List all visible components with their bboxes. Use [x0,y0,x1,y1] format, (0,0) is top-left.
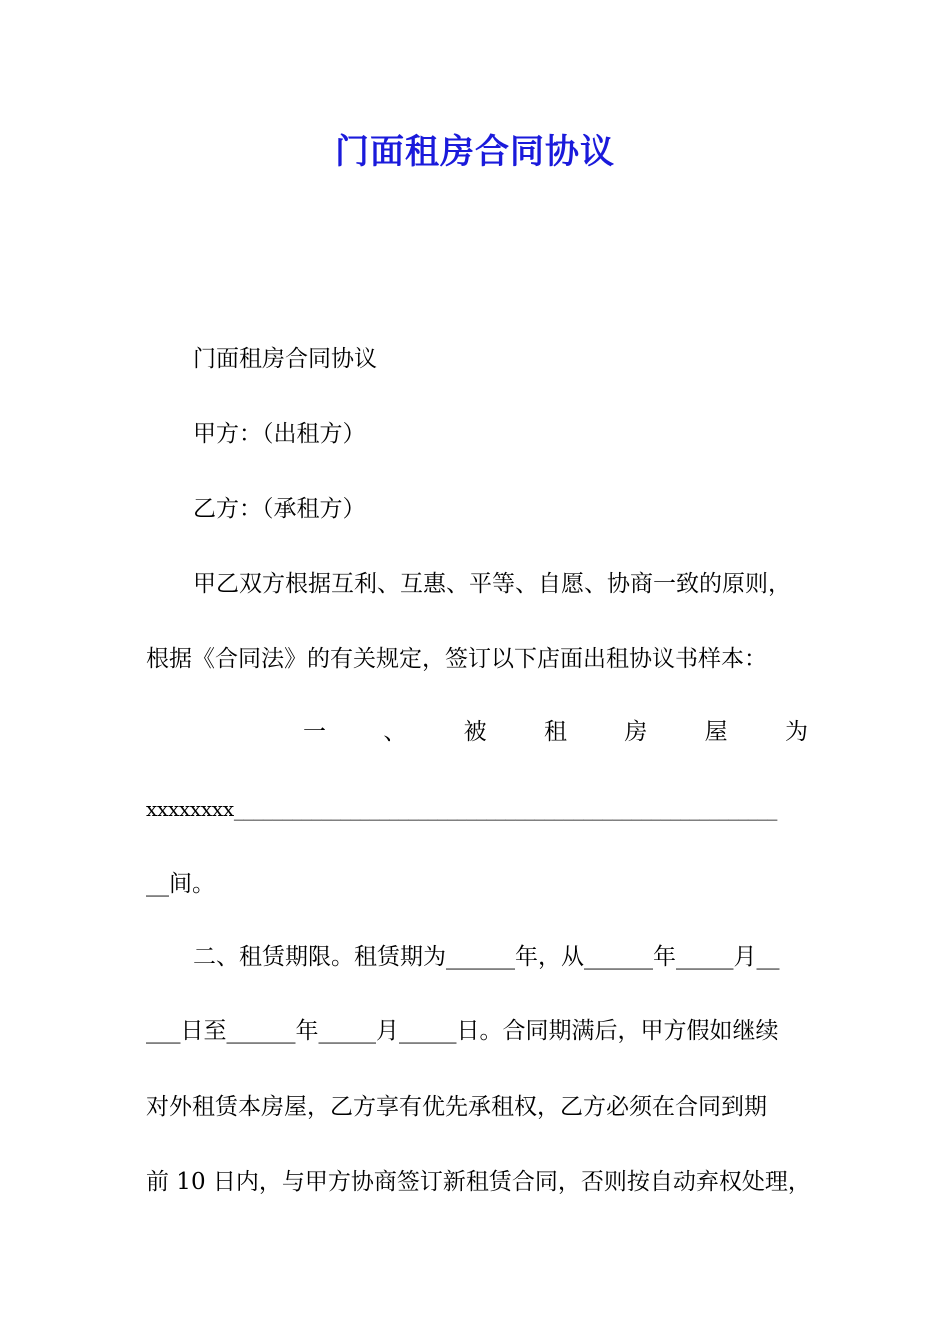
paragraph-line: 二、租赁期限。租赁期为______年，从______年_____月__ [193,944,780,970]
spread-char: 房 [624,719,648,745]
paragraph-line: 前 10 日内，与甲方协商签订新租赁合同，否则按自动弃权处理， [146,1169,811,1195]
paragraph-line: 对外租赁本房屋，乙方享有优先承租权，乙方必须在合同到期 [146,1094,767,1120]
spread-char: 被 [463,719,487,745]
paragraph-line: 甲乙双方根据互利、互惠、平等、自愿、协商一致的原则， [193,571,791,597]
spread-char: 一 [303,719,326,745]
paragraph-line: ___日至______年_____月_____日。合同期满后，甲方假如继续 [146,1018,779,1044]
party-b-line: 乙方：（承租方） [193,496,366,522]
room-count-line: __间。 [146,871,215,897]
document-title: 门面租房合同协议 [335,132,615,172]
party-a-line: 甲方：（出租方） [193,421,366,447]
paragraph-line: 根据《合同法》的有关规定，签订以下店面出租协议书样本： [146,646,767,672]
spread-char: 租 [543,719,567,745]
property-address-line: xxxxxxxx________________________________________________________ [146,797,778,821]
clause-one-heading [303,716,808,748]
spread-char: 屋 [704,719,728,745]
spread-char: 、 [383,719,407,745]
subtitle-line: 门面租房合同协议 [193,346,377,372]
spread-char: 为 [784,719,808,745]
